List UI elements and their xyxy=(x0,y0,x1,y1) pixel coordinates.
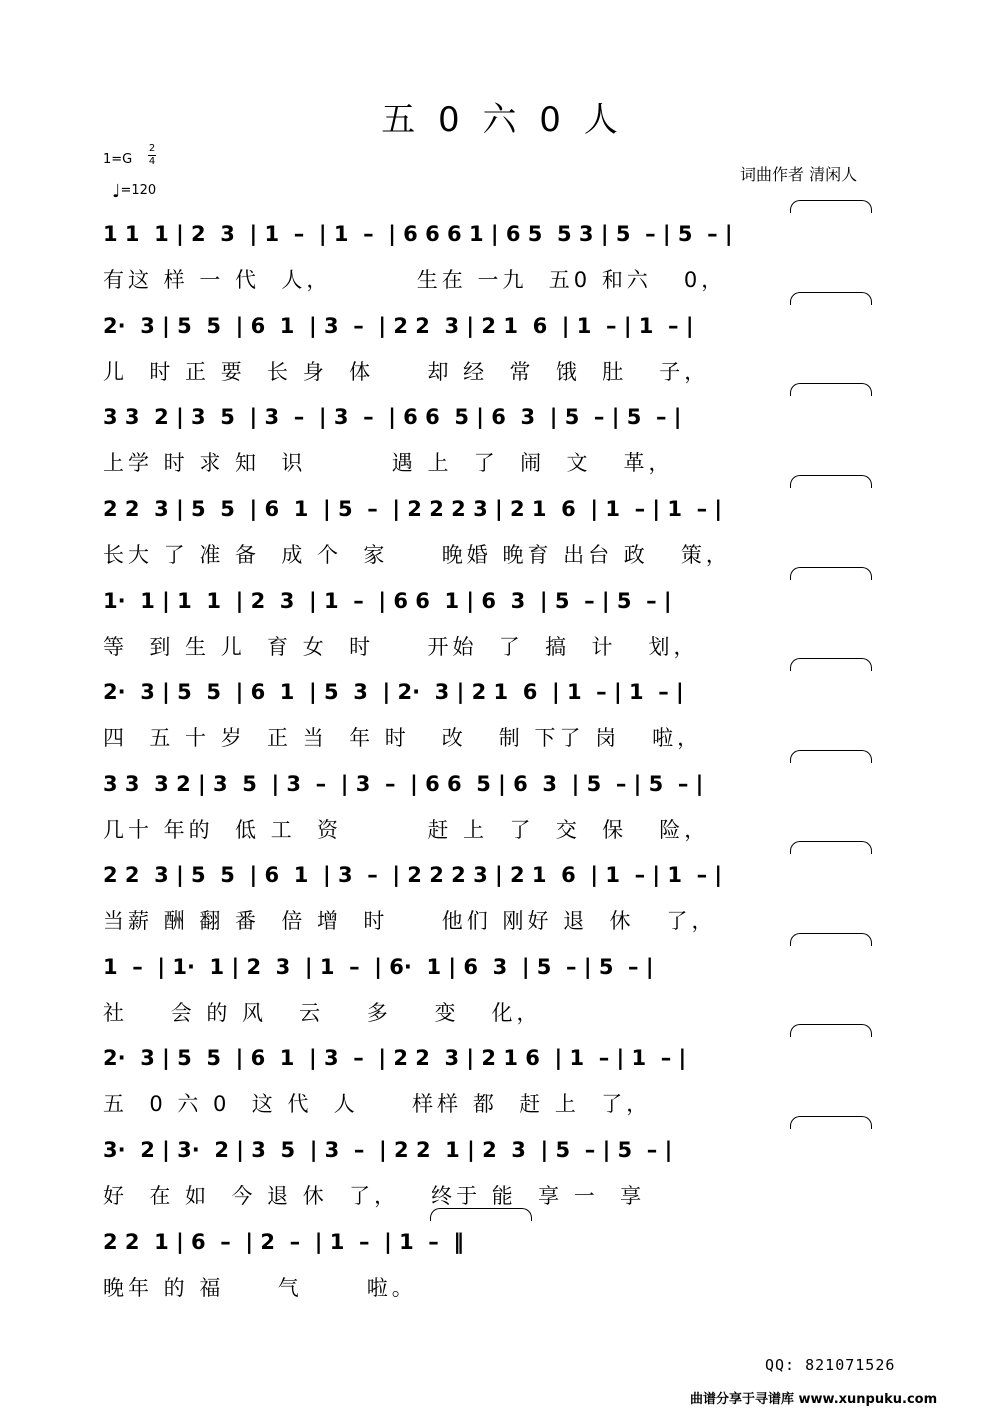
lyrics-line: 上学 时 求 知 识 遇 上 了 闹 文 革， xyxy=(103,451,674,475)
tie-slur xyxy=(790,658,872,671)
tie-slur xyxy=(790,292,872,305)
time-signature xyxy=(148,144,156,167)
lyrics-line: 五 0 六 0 这 代 人 样样 都 赶 上 了， xyxy=(103,1092,652,1116)
tie-slur xyxy=(790,1116,872,1129)
lyrics-line: 当薪 酬 翻 番 倍 增 时 他们 刚好 退 休 了， xyxy=(103,909,717,933)
tie-slur xyxy=(790,383,872,396)
notation-line: 1· 1 | 1 1 | 2 3 | 1 – | 6 6 1 | 6 3 | 5 – | 5 – | xyxy=(103,589,672,613)
notation-line: 3· 2 | 3· 2 | 3 5 | 3 – | 2 2 1 | 2 3 | 5 – | 5 – | xyxy=(103,1138,673,1162)
lyrics-line: 好 在 如 今 退 休 了， 终于 能 享 一 享 xyxy=(103,1184,646,1208)
notation-line: 2 2 3 | 5 5 | 6 1 | 3 – | 2 2 2 3 | 2 1 6 | 1 – | 1 – | xyxy=(103,863,723,887)
lyrics-line: 社 会 的 风 云 多 变 化， xyxy=(103,1001,542,1025)
quarter-note-icon: ♩ xyxy=(112,181,121,202)
site-footer: 曲谱分享于寻谱库 www.xunpuku.com xyxy=(690,1392,938,1407)
time-signature-bottom: 4 xyxy=(148,156,156,167)
lyrics-line: 等 到 生 儿 育 女 时 开始 了 搞 计 划， xyxy=(103,635,699,659)
notation-line: 1 – | 1· 1 | 2 3 | 1 – | 6· 1 | 6 3 | 5 – | 5 – | xyxy=(103,955,654,979)
notation-line: 2· 3 | 5 5 | 6 1 | 3 – | 2 2 3 | 2 1 6 | 1 – | 1 – | xyxy=(103,1046,687,1070)
notation-line: 1 1 1 | 2 3 | 1 – | 1 – | 6 6 6 1 | 6 5 5 3 | 5 – | 5 – | xyxy=(103,222,733,246)
lyrics-line: 几十 年的 低 工 资 赶 上 了 交 保 险， xyxy=(103,818,710,842)
lyrics-line: 有这 样 一 代 人， 生在 一九 五0 和六 0， xyxy=(103,268,727,292)
lyrics-line: 儿 时 正 要 长 身 体 却 经 常 饿 肚 子， xyxy=(103,360,710,384)
notation-line: 2 2 3 | 5 5 | 6 1 | 5 – | 2 2 2 3 | 2 1 6 | 1 – | 1 – | xyxy=(103,497,723,521)
notation-line: 3 3 3 2 | 3 5 | 3 – | 3 – | 6 6 5 | 6 3 | 5 – | 5 – | xyxy=(103,772,704,796)
tie-slur xyxy=(430,1208,532,1221)
lyrics-line: 晚年 的 福 气 啦。 xyxy=(103,1276,417,1300)
song-title: 五 0 六 0 人 xyxy=(381,100,624,140)
tie-slur xyxy=(790,750,872,763)
tie-slur xyxy=(790,1024,872,1037)
tempo-marking xyxy=(112,181,156,202)
lyrics-line: 长大 了 准 备 成 个 家 晚婚 晚育 出台 政 策， xyxy=(103,543,731,567)
tie-slur xyxy=(790,841,872,854)
notation-line: 3 3 2 | 3 5 | 3 – | 3 – | 6 6 5 | 6 3 | 5 – | 5 – | xyxy=(103,405,682,429)
tempo-value: =120 xyxy=(120,183,157,198)
tie-slur xyxy=(790,475,872,488)
tie-slur xyxy=(790,567,872,580)
key-signature: 1=G xyxy=(103,152,133,167)
tie-slur xyxy=(790,933,872,946)
tie-slur xyxy=(790,200,872,213)
qq-number: QQ: 821071526 xyxy=(765,1356,896,1374)
time-signature-top: 2 xyxy=(148,143,156,154)
notation-line: 2· 3 | 5 5 | 6 1 | 5 3 | 2· 3 | 2 1 6 | 1 – | 1 – | xyxy=(103,680,684,704)
notation-line: 2· 3 | 5 5 | 6 1 | 3 – | 2 2 3 | 2 1 6 | 1 – | 1 – | xyxy=(103,314,694,338)
lyrics-line: 四 五 十 岁 正 当 年 时 改 制 下了 岗 啦， xyxy=(103,726,703,750)
author-credit: 词曲作者 清闲人 xyxy=(740,165,858,184)
notation-line: 2 2 1 | 6 – | 2 – | 1 – | 1 – ‖ xyxy=(103,1230,464,1254)
